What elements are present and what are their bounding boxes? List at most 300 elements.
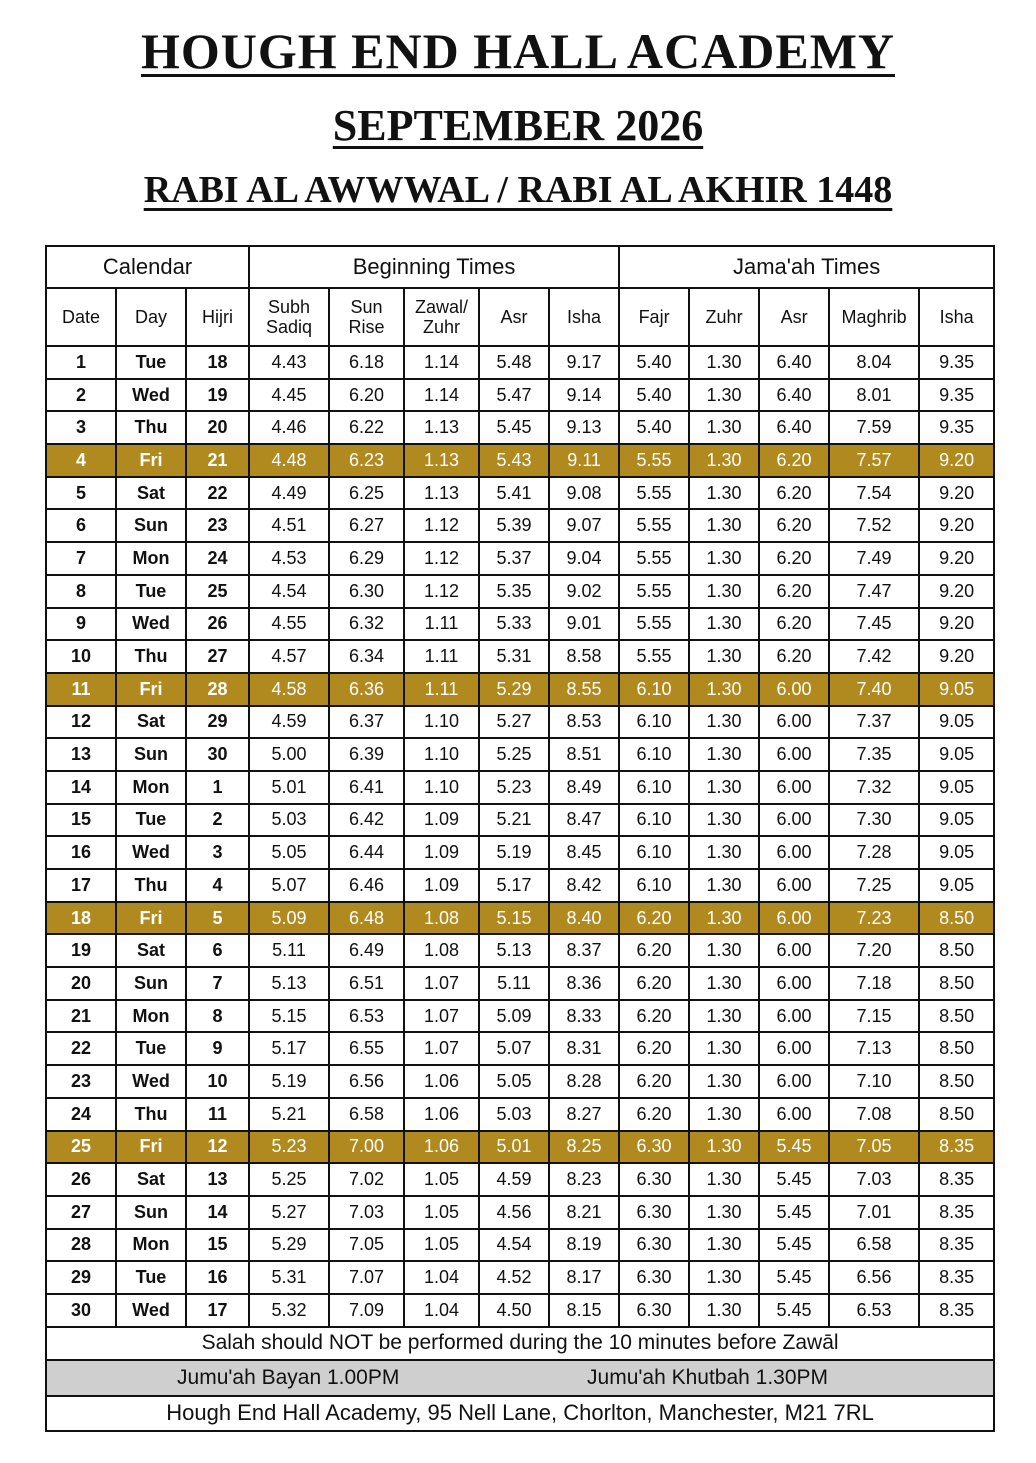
column-header-label: Isha (567, 307, 602, 327)
table-cell: 6.55 (329, 1032, 404, 1065)
table-cell: 25 (186, 575, 249, 608)
table-cell: 1.30 (689, 1229, 759, 1262)
table-cell: 14 (46, 771, 116, 804)
table-cell: 9.02 (549, 575, 619, 608)
table-cell: 5.40 (619, 411, 689, 444)
table-cell: 7.01 (829, 1196, 919, 1229)
table-cell: 5.45 (759, 1196, 829, 1229)
table-cell: 9.20 (919, 444, 994, 477)
table-cell: 6.00 (759, 706, 829, 739)
table-row (46, 869, 994, 902)
table-cell: 12 (46, 706, 116, 739)
table-cell: 17 (46, 869, 116, 902)
table-cell: 6.30 (329, 575, 404, 608)
table-cell: 24 (46, 1098, 116, 1131)
table-cell: 5.21 (249, 1098, 329, 1131)
table-cell: 9 (186, 1032, 249, 1065)
table-cell: 18 (46, 902, 116, 935)
table-row (46, 477, 994, 510)
table-cell: 6.23 (329, 444, 404, 477)
table-cell: 5.55 (619, 608, 689, 641)
table-cell: 6.20 (619, 1000, 689, 1033)
table-cell: 8.42 (549, 869, 619, 902)
table-cell: 1.30 (689, 1163, 759, 1196)
column-header (479, 288, 549, 346)
table-cell: 9.04 (549, 542, 619, 575)
table-cell: 7.08 (829, 1098, 919, 1131)
table-cell: 5.45 (759, 1261, 829, 1294)
table-cell: 6.20 (619, 1065, 689, 1098)
table-row (46, 771, 994, 804)
table-cell: Sun (116, 1196, 186, 1229)
table-cell: 6.10 (619, 673, 689, 706)
column-header-label: Hijri (202, 307, 233, 327)
table-cell: 6.36 (329, 673, 404, 706)
table-cell: 6.00 (759, 1065, 829, 1098)
table-cell: 5.55 (619, 509, 689, 542)
table-cell: 5.45 (759, 1163, 829, 1196)
table-cell: Fri (116, 902, 186, 935)
column-header-label: Asr (780, 307, 808, 327)
table-cell: 6.25 (329, 477, 404, 510)
table-cell: Sat (116, 1163, 186, 1196)
table-cell: 1.30 (689, 967, 759, 1000)
table-cell: 5.13 (249, 967, 329, 1000)
table-cell: 9.01 (549, 608, 619, 641)
table-cell: 8.50 (919, 1032, 994, 1065)
table-cell: 6.49 (329, 934, 404, 967)
table-cell: 17 (186, 1294, 249, 1327)
table-cell: 6.20 (619, 902, 689, 935)
table-cell: Sat (116, 477, 186, 510)
table-cell: 5.40 (619, 346, 689, 379)
table-cell: 8.33 (549, 1000, 619, 1033)
table-cell: 6.58 (829, 1229, 919, 1262)
table-cell: 9.20 (919, 640, 994, 673)
table-cell: 5.23 (479, 771, 549, 804)
table-row (46, 1163, 994, 1196)
table-cell: 4.51 (249, 509, 329, 542)
table-cell: 7 (46, 542, 116, 575)
table-cell: 1.07 (404, 1000, 479, 1033)
column-header-label: Subh (267, 297, 311, 317)
table-cell: 1.30 (689, 640, 759, 673)
table-cell: 1.30 (689, 804, 759, 837)
table-cell: 7.47 (829, 575, 919, 608)
table-cell: 6.20 (619, 1032, 689, 1065)
table-cell: 1.06 (404, 1098, 479, 1131)
table-cell: 8.01 (829, 379, 919, 412)
table-cell: 4.54 (249, 575, 329, 608)
table-cell: 9.20 (919, 477, 994, 510)
table-cell: 9.35 (919, 346, 994, 379)
table-cell: 1.13 (404, 411, 479, 444)
table-cell: 23 (46, 1065, 116, 1098)
table-cell: 3 (46, 411, 116, 444)
table-cell: 1.04 (404, 1294, 479, 1327)
table-row (46, 411, 994, 444)
table-cell: 8.21 (549, 1196, 619, 1229)
table-cell: 23 (186, 509, 249, 542)
table-cell: 8.45 (549, 836, 619, 869)
table-cell: 4 (186, 869, 249, 902)
table-cell: 6.00 (759, 771, 829, 804)
table-cell: 9.13 (549, 411, 619, 444)
table-cell: 6.20 (759, 444, 829, 477)
table-cell: Tue (116, 804, 186, 837)
table-row (46, 346, 994, 379)
table-cell: 6.29 (329, 542, 404, 575)
table-cell: 5.07 (249, 869, 329, 902)
table-cell: 26 (46, 1163, 116, 1196)
table-cell: 6.40 (759, 379, 829, 412)
table-cell: 1.30 (689, 771, 759, 804)
table-cell: 8.35 (919, 1294, 994, 1327)
table-cell: 5.55 (619, 542, 689, 575)
table-cell: 1 (46, 346, 116, 379)
column-header (759, 288, 829, 346)
table-cell: 9.05 (919, 738, 994, 771)
table-cell: 1.06 (404, 1065, 479, 1098)
table-cell: 9.11 (549, 444, 619, 477)
table-cell: 10 (186, 1065, 249, 1098)
table-cell: 19 (46, 934, 116, 967)
table-cell: 5.41 (479, 477, 549, 510)
table-cell: 7.15 (829, 1000, 919, 1033)
table-cell: 6.20 (619, 934, 689, 967)
table-cell: 29 (46, 1261, 116, 1294)
table-cell: 8.58 (549, 640, 619, 673)
table-cell: 6.20 (759, 575, 829, 608)
table-cell: 29 (186, 706, 249, 739)
table-cell: 5.01 (479, 1131, 549, 1164)
table-cell: 1.04 (404, 1261, 479, 1294)
table-cell: 5.40 (619, 379, 689, 412)
table-cell: 3 (186, 836, 249, 869)
table-cell: Sun (116, 509, 186, 542)
table-row (46, 934, 994, 967)
table-cell: 21 (46, 1000, 116, 1033)
table-cell: 4.50 (479, 1294, 549, 1327)
table-cell: 28 (46, 1229, 116, 1262)
table-cell: 1.08 (404, 934, 479, 967)
table-cell: Sun (116, 967, 186, 1000)
table-cell: 1.30 (689, 509, 759, 542)
table-cell: 5.37 (479, 542, 549, 575)
table-cell: 8.47 (549, 804, 619, 837)
table-cell: 27 (186, 640, 249, 673)
table-cell: 5.19 (249, 1065, 329, 1098)
table-cell: 6.20 (759, 542, 829, 575)
table-cell: 7.03 (829, 1163, 919, 1196)
table-cell: 7.07 (329, 1261, 404, 1294)
table-cell: Tue (116, 575, 186, 608)
table-cell: Tue (116, 346, 186, 379)
table-cell: 1.30 (689, 1196, 759, 1229)
table-cell: 8.35 (919, 1163, 994, 1196)
table-cell: 7.23 (829, 902, 919, 935)
table-row (46, 1131, 994, 1164)
table-cell: 4.59 (249, 706, 329, 739)
beginning-times-group-header: Beginning Times (249, 246, 619, 288)
column-header-label: Sun (350, 297, 383, 317)
table-cell: 8.50 (919, 934, 994, 967)
table-cell: Wed (116, 608, 186, 641)
table-cell: 8.04 (829, 346, 919, 379)
table-cell: 5.21 (479, 804, 549, 837)
table-cell: 4.54 (479, 1229, 549, 1262)
table-cell: 5.23 (249, 1131, 329, 1164)
table-cell: Thu (116, 1098, 186, 1131)
table-cell: 5.39 (479, 509, 549, 542)
table-cell: 7.49 (829, 542, 919, 575)
table-cell: 7.45 (829, 608, 919, 641)
table-cell: 6 (46, 509, 116, 542)
table-cell: 8.37 (549, 934, 619, 967)
table-cell: 22 (46, 1032, 116, 1065)
table-cell: 5.47 (479, 379, 549, 412)
column-header (829, 288, 919, 346)
table-cell: 6.30 (619, 1131, 689, 1164)
table-cell: 6.00 (759, 1032, 829, 1065)
table-cell: 8.23 (549, 1163, 619, 1196)
table-cell: 16 (46, 836, 116, 869)
table-cell: 5.11 (479, 967, 549, 1000)
table-cell: 25 (46, 1131, 116, 1164)
table-cell: 8 (186, 1000, 249, 1033)
table-cell: 5.32 (249, 1294, 329, 1327)
page-title: HOUGH END HALL ACADEMY (140, 23, 895, 79)
table-cell: 20 (46, 967, 116, 1000)
column-header (689, 288, 759, 346)
table-cell: Fri (116, 673, 186, 706)
table-cell: 13 (46, 738, 116, 771)
table-cell: 9.35 (919, 379, 994, 412)
jumuah-khutbah: Jumu'ah Khutbah 1.30PM (587, 1365, 829, 1389)
table-cell: 7.37 (829, 706, 919, 739)
table-cell: 4.59 (479, 1163, 549, 1196)
table-cell: 6.30 (619, 1196, 689, 1229)
table-cell: 8.17 (549, 1261, 619, 1294)
table-cell: 15 (186, 1229, 249, 1262)
table-cell: 6.10 (619, 771, 689, 804)
table-cell: 6.20 (759, 477, 829, 510)
table-cell: 5.17 (249, 1032, 329, 1065)
table-cell: 9 (46, 608, 116, 641)
table-cell: 4 (46, 444, 116, 477)
table-cell: 1.14 (404, 346, 479, 379)
table-row (46, 1000, 994, 1033)
table-cell: Wed (116, 836, 186, 869)
column-header (46, 288, 116, 346)
table-row (46, 509, 994, 542)
table-cell: 8.50 (919, 1098, 994, 1131)
table-cell: 5.29 (479, 673, 549, 706)
table-cell: 1.30 (689, 738, 759, 771)
table-cell: 1.05 (404, 1163, 479, 1196)
table-cell: 18 (186, 346, 249, 379)
table-cell: 1.09 (404, 836, 479, 869)
prayer-timetable (45, 245, 995, 1432)
table-cell: 5.25 (249, 1163, 329, 1196)
column-header-label: Maghrib (841, 307, 907, 327)
table-cell: 21 (186, 444, 249, 477)
table-cell: 6.53 (829, 1294, 919, 1327)
table-cell: 6.10 (619, 836, 689, 869)
table-cell: 7.03 (329, 1196, 404, 1229)
table-cell: 7.32 (829, 771, 919, 804)
table-cell: 5.25 (479, 738, 549, 771)
table-cell: 7.20 (829, 934, 919, 967)
table-cell: 7.42 (829, 640, 919, 673)
table-cell: 6.00 (759, 934, 829, 967)
table-cell: 5.55 (619, 444, 689, 477)
table-cell: 6.56 (329, 1065, 404, 1098)
table-cell: 7.09 (329, 1294, 404, 1327)
table-cell: 9.20 (919, 509, 994, 542)
table-cell: Mon (116, 1000, 186, 1033)
table-cell: 8.35 (919, 1196, 994, 1229)
table-cell: 6.40 (759, 346, 829, 379)
table-cell: Thu (116, 640, 186, 673)
table-cell: 6.20 (619, 1098, 689, 1131)
table-cell: 1.09 (404, 804, 479, 837)
table-cell: 5.55 (619, 575, 689, 608)
table-cell: 9.05 (919, 836, 994, 869)
table-cell: 8.50 (919, 902, 994, 935)
table-cell: 1.30 (689, 673, 759, 706)
column-header-label: Zawal/ (415, 297, 469, 317)
table-cell: 1.12 (404, 542, 479, 575)
table-cell: 14 (186, 1196, 249, 1229)
table-cell: 9.05 (919, 869, 994, 902)
table-cell: 8.27 (549, 1098, 619, 1131)
table-cell: 7.57 (829, 444, 919, 477)
table-cell: 9.14 (549, 379, 619, 412)
table-cell: 7.18 (829, 967, 919, 1000)
table-cell: 8 (46, 575, 116, 608)
table-cell: 5.35 (479, 575, 549, 608)
table-cell: 1.30 (689, 1032, 759, 1065)
jamaah-times-group-header: Jama'ah Times (619, 246, 994, 288)
table-cell: 5.05 (479, 1065, 549, 1098)
table-cell: 5.15 (249, 1000, 329, 1033)
table-cell: 24 (186, 542, 249, 575)
table-cell: Fri (116, 1131, 186, 1164)
table-cell: 1.30 (689, 1294, 759, 1327)
table-cell: 1.10 (404, 706, 479, 739)
table-cell: Sun (116, 738, 186, 771)
table-cell: 5.15 (479, 902, 549, 935)
table-cell: 6.00 (759, 836, 829, 869)
table-cell: 8.53 (549, 706, 619, 739)
table-cell: 7.13 (829, 1032, 919, 1065)
table-cell: 1.30 (689, 1000, 759, 1033)
table-cell: 4.45 (249, 379, 329, 412)
table-cell: 4.58 (249, 673, 329, 706)
column-header-label: Fajr (638, 307, 670, 327)
table-cell: 7.25 (829, 869, 919, 902)
table-cell: 1.30 (689, 1261, 759, 1294)
table-cell: 7.40 (829, 673, 919, 706)
table-cell: 6.58 (329, 1098, 404, 1131)
table-cell: 5.09 (249, 902, 329, 935)
table-cell: Tue (116, 1032, 186, 1065)
table-cell: 5.03 (479, 1098, 549, 1131)
table-cell: 5.45 (479, 411, 549, 444)
table-cell: 8.31 (549, 1032, 619, 1065)
table-cell: 1.11 (404, 673, 479, 706)
table-cell: 6.51 (329, 967, 404, 1000)
table-cell: 15 (46, 804, 116, 837)
table-row (46, 706, 994, 739)
table-row (46, 608, 994, 641)
table-cell: 1.13 (404, 477, 479, 510)
table-cell: 1.05 (404, 1229, 479, 1262)
table-cell: 6.34 (329, 640, 404, 673)
table-cell: 6.37 (329, 706, 404, 739)
table-cell: 1.05 (404, 1196, 479, 1229)
table-cell: 6.10 (619, 706, 689, 739)
table-cell: 8.55 (549, 673, 619, 706)
table-cell: 5.55 (619, 477, 689, 510)
table-cell: 5.27 (479, 706, 549, 739)
table-cell: 5 (186, 902, 249, 935)
table-cell: 28 (186, 673, 249, 706)
table-cell: 5.05 (249, 836, 329, 869)
table-cell: 5.11 (249, 934, 329, 967)
table-cell: 1.30 (689, 542, 759, 575)
table-cell: 4.43 (249, 346, 329, 379)
table-cell: 4.57 (249, 640, 329, 673)
table-row (46, 379, 994, 412)
table-cell: 10 (46, 640, 116, 673)
table-cell: 9.05 (919, 804, 994, 837)
column-header (249, 288, 329, 346)
table-cell: 6.10 (619, 869, 689, 902)
column-header-label: Zuhr (423, 317, 461, 337)
table-cell: 4.53 (249, 542, 329, 575)
column-header (186, 288, 249, 346)
table-row (46, 1294, 994, 1327)
table-cell: 6 (186, 934, 249, 967)
table-cell: 5.45 (759, 1131, 829, 1164)
table-cell: 9.08 (549, 477, 619, 510)
table-cell: 2 (46, 379, 116, 412)
table-cell: 1.30 (689, 346, 759, 379)
table-cell: 7.28 (829, 836, 919, 869)
table-row (46, 1229, 994, 1262)
table-cell: 9.07 (549, 509, 619, 542)
table-cell: 1.30 (689, 836, 759, 869)
table-cell: 6.20 (759, 509, 829, 542)
table-cell: Thu (116, 411, 186, 444)
table-cell: 9.05 (919, 706, 994, 739)
table-cell: 6.20 (619, 967, 689, 1000)
table-cell: 6.00 (759, 869, 829, 902)
table-cell: 8.49 (549, 771, 619, 804)
table-row (46, 1196, 994, 1229)
table-cell: 8.19 (549, 1229, 619, 1262)
table-cell: 22 (186, 477, 249, 510)
table-cell: 30 (186, 738, 249, 771)
table-cell: 4.49 (249, 477, 329, 510)
column-header (619, 288, 689, 346)
table-cell: Fri (116, 444, 186, 477)
table-row (46, 902, 994, 935)
table-cell: 1.30 (689, 934, 759, 967)
calendar-group-header: Calendar (46, 246, 249, 288)
